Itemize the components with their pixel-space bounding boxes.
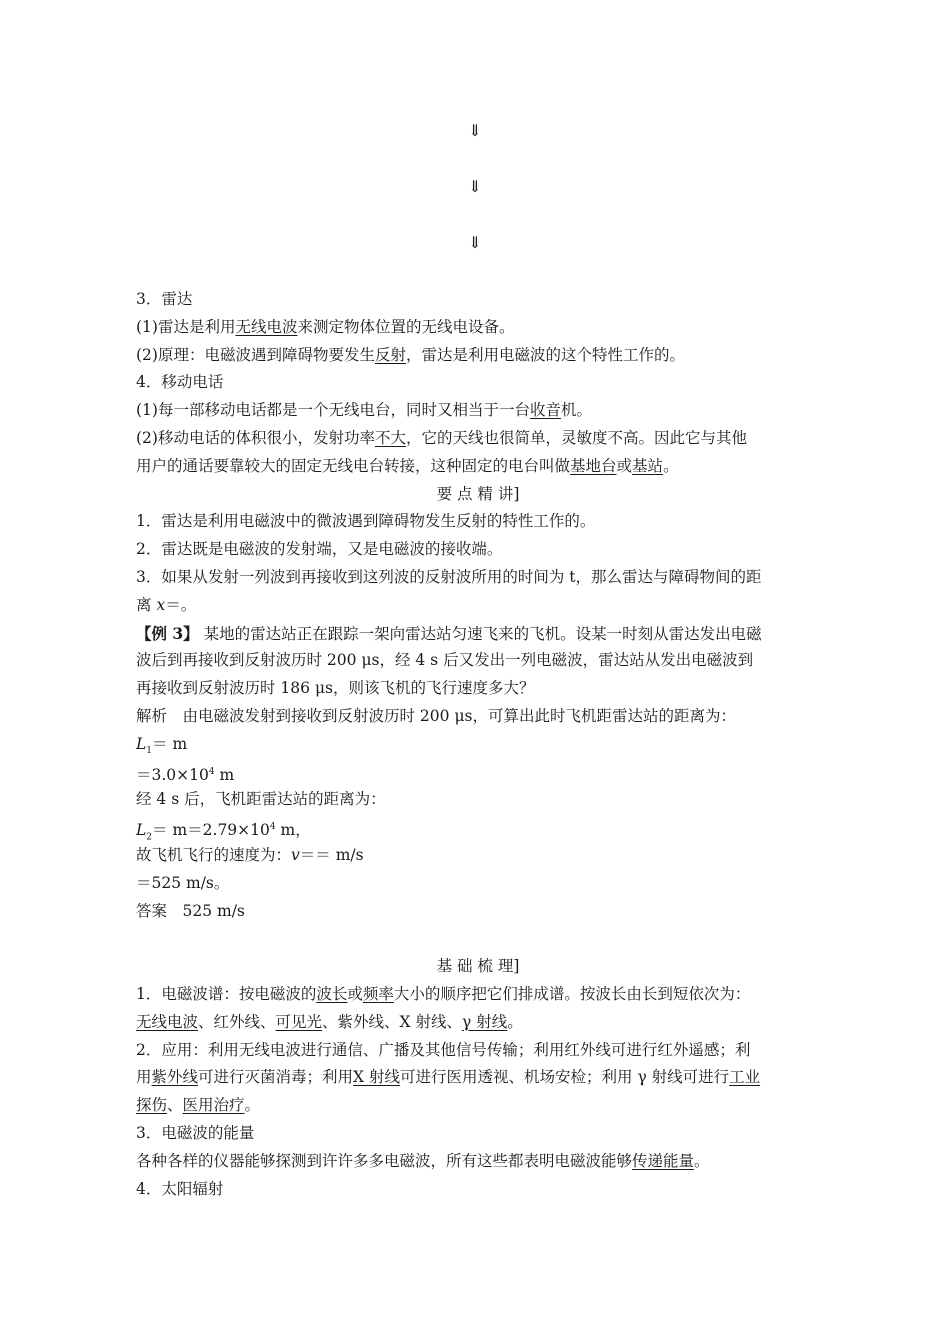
key-point-3: 3．如果从发射一列波到再接收到这列波的反射波所用的时间为 t，那么雷达与障碍物间的距 — [136, 567, 762, 586]
key-point-3-cont: 离 x＝。 — [136, 595, 197, 614]
document-body — [136, 286, 820, 1203]
basics-title: 基 础 梳 理] — [436, 957, 520, 976]
example-question-line-2: 波后到再接收到反射波历时 200 μs，经 4 s 后又发出一列电磁波，雷达站从发出电磁波到 — [136, 651, 754, 670]
l2-formula: $L_2= m=2.79\times 10^4$ m， — [136, 821, 311, 843]
analysis-line: 解析 由电磁波发射到接收到反射波历时 200 μs，可算出此时飞机距雷达站的距离为： — [136, 706, 736, 725]
energy-line: 各种各样的仪器能够探测到许许多多电磁波，所有这些都表明电磁波能够传递能量。 — [136, 1151, 710, 1170]
radar-heading: 3．雷达 — [136, 290, 193, 308]
application-line-2: 用紫外线可进行灭菌消毒；利用X 射线可进行医用透视、机场安检；利用 γ 射线可进行工业 — [136, 1068, 761, 1087]
key-point-2: 2．雷达既是电磁波的发射端，又是电磁波的接收端。 — [136, 540, 503, 559]
answer-line: 答案 525 m/s — [136, 901, 245, 920]
after-4s-line: 经 4 s 后，飞机距雷达站的距离为： — [136, 790, 386, 809]
example-question-line-3: 再接收到反射波历时 186 μs，则该飞机的飞行速度多大？ — [136, 679, 535, 698]
solar-radiation-heading: 4．太阳辐射 — [136, 1179, 224, 1198]
phone-heading: 4．移动电话 — [136, 373, 224, 392]
key-point-1: 1．雷达是利用电磁波中的微波遇到障碍物发生反射的特性工作的。 — [136, 512, 596, 531]
phone-point-1: (1)每一部移动电话都是一个无线电台，同时又相当于一台收音机。 — [136, 401, 592, 420]
key-points-title: 要 点 精 讲] — [436, 484, 520, 503]
application-line-3: 探伤、医用治疗。 — [136, 1096, 261, 1115]
phone-point-2-cont: 用户的通话要靠较大的固定无线电台转接，这种固定的电台叫做基地台或基站。 — [136, 456, 679, 475]
radar-point-2: (2)原理：电磁波遇到障碍物要发生反射，雷达是利用电磁波的这个特性工作的。 — [136, 345, 685, 364]
example-label: 【例 3】 — [136, 623, 199, 643]
phone-point-2: (2)移动电话的体积很小，发射功率不大，它的天线也很简单，灵敏度不高。因此它与其他 — [136, 428, 747, 447]
application-line-1: 2．应用：利用无线电波进行通信、广播及其他信号传输；利用红外线可进行红外遥感；利 — [136, 1040, 751, 1059]
example-question-line-1: 【例 3】 某地的雷达站正在跟踪一架向雷达站匀速飞来的飞机。设某一时刻从雷达发出电磁 — [136, 623, 762, 643]
spectrum-line-2: 无线电波、红外线、可见光、紫外线、X 射线、γ 射线。 — [136, 1012, 523, 1031]
down-arrow-3: ⇓ — [468, 233, 482, 252]
speed-value: ＝525 m/s。 — [136, 873, 230, 892]
down-arrow-1: ⇓ — [468, 121, 482, 140]
l1-formula: $L_1= m$ — [136, 734, 188, 756]
radar-point-1: (1)雷达是利用无线电波来测定物体位置的无线电设备。 — [136, 317, 515, 336]
spectrum-line-1: 1．电磁波谱：按电磁波的波长或频率大小的顺序把它们排成谱。按波长由长到短依次为： — [136, 984, 751, 1003]
l1-value: $=3.0\times 10^4$ m — [136, 765, 235, 784]
down-arrow-2: ⇓ — [468, 177, 482, 196]
energy-heading: 3．电磁波的能量 — [136, 1123, 255, 1142]
speed-formula: 故飞机飞行的速度为：v＝＝ m/s — [136, 845, 364, 864]
